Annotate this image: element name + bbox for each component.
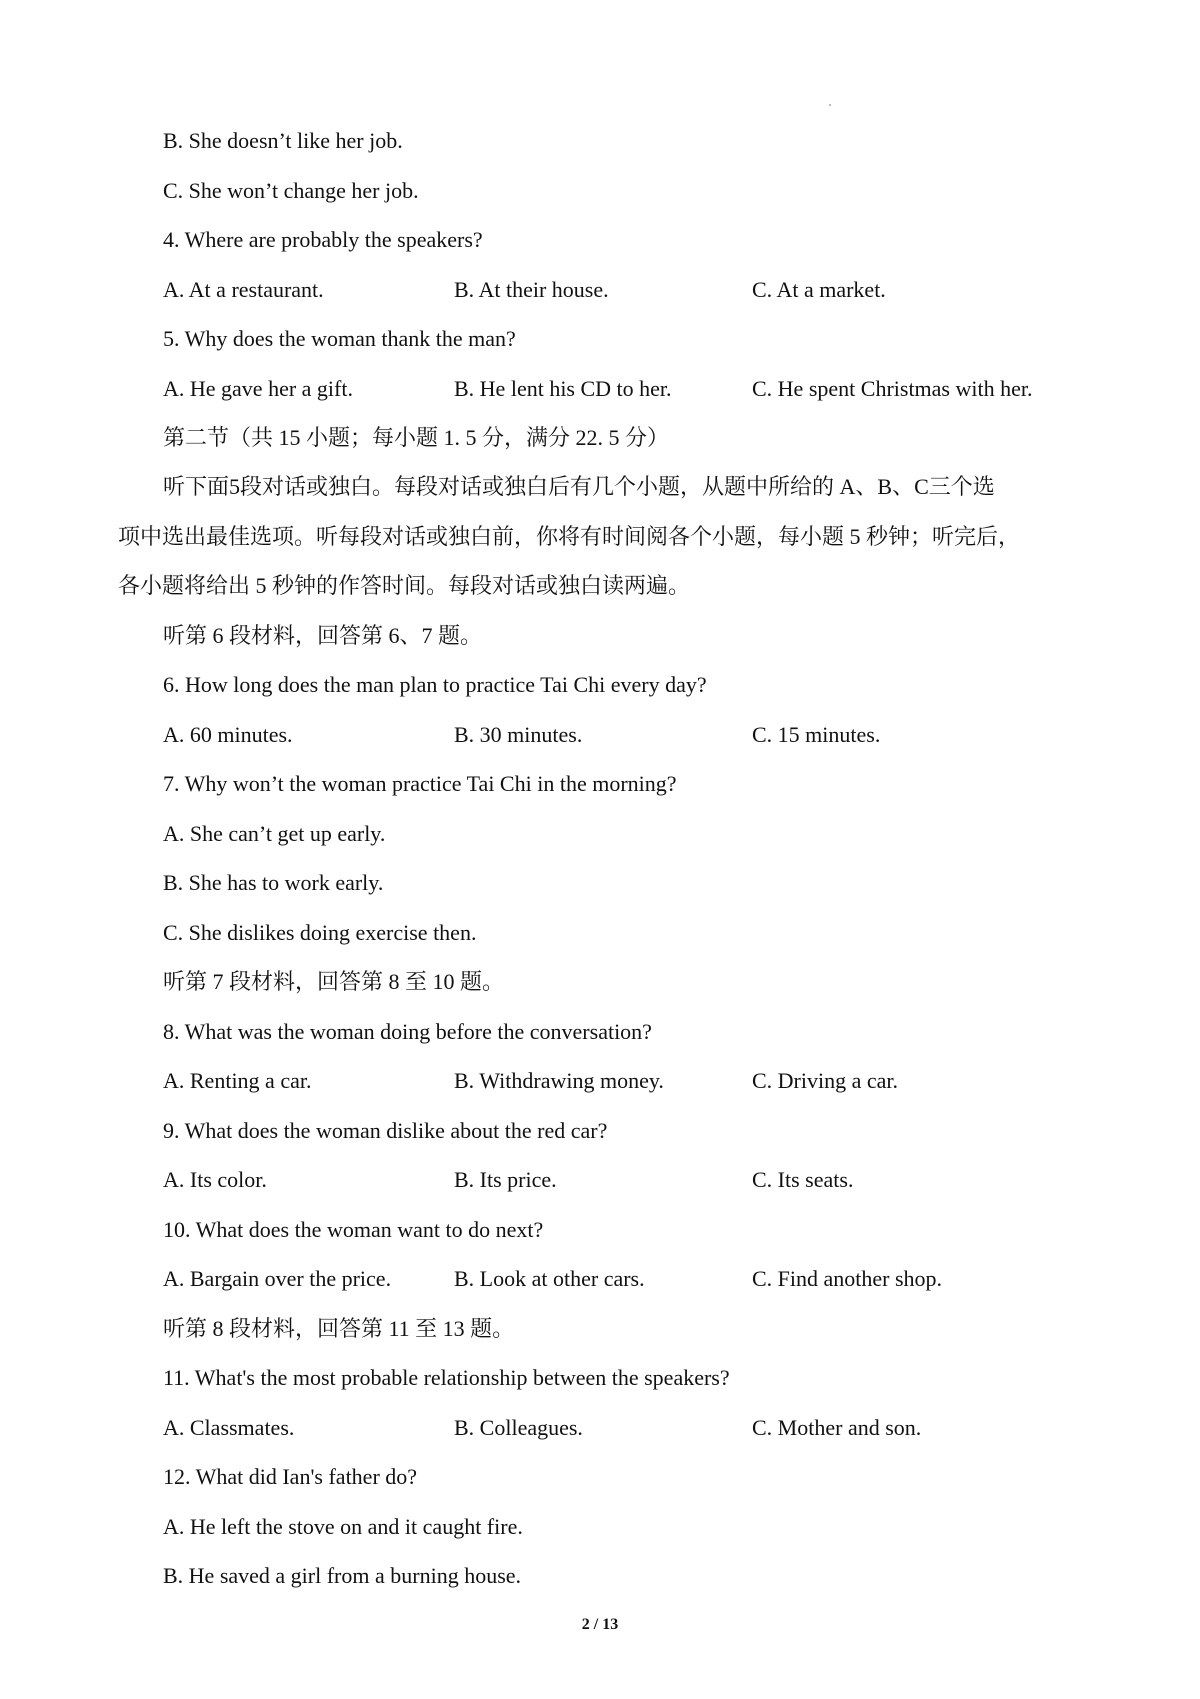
q12-option-a: A. He left the stove on and it caught fire.	[163, 1514, 523, 1539]
q11-option-b: B. Colleagues.	[454, 1415, 583, 1440]
question-8: 8. What was the woman doing before the conversation?	[163, 1019, 652, 1044]
question-9: 9. What does the woman dislike about the red car?	[163, 1118, 608, 1143]
q10-option-a: A. Bargain over the price.	[163, 1266, 392, 1291]
instructions-line-1: 听下面5段对话或独白。每段对话或独白后有几个小题，从题中所给的 A、B、C三个选	[163, 474, 995, 499]
question-11: 11. What's the most probable relationship between the speakers?	[163, 1365, 730, 1390]
q9-option-b: B. Its price.	[454, 1167, 557, 1192]
material-7-heading: 听第 7 段材料，回答第 8 至 10 题。	[163, 969, 505, 994]
q4-option-a: A. At a restaurant.	[163, 277, 324, 302]
page-number: 2 / 13	[581, 1616, 619, 1633]
q9-option-c: C. Its seats.	[752, 1167, 854, 1192]
q11-option-a: A. Classmates.	[163, 1415, 295, 1440]
q8-option-a: A. Renting a car.	[163, 1068, 312, 1093]
q10-option-c: C. Find another shop.	[752, 1266, 943, 1291]
q11-option-c: C. Mother and son.	[752, 1415, 922, 1440]
question-10: 10. What does the woman want to do next?	[163, 1217, 544, 1242]
q7-option-b: B. She has to work early.	[163, 870, 384, 895]
q10-option-b: B. Look at other cars.	[454, 1266, 645, 1291]
q5-option-c: C. He spent Christmas with her.	[752, 376, 1033, 401]
q8-option-b: B. Withdrawing money.	[454, 1068, 664, 1093]
q12-option-b: B. He saved a girl from a burning house.	[163, 1563, 522, 1588]
material-6-heading: 听第 6 段材料，回答第 6、7 题。	[163, 623, 483, 648]
instructions-line-2: 项中选出最佳选项。听每段对话或独白前，你将有时间阅各个小题，每小题 5 秒钟；听完后，	[118, 524, 1021, 549]
q6-option-c: C. 15 minutes.	[752, 722, 881, 747]
q7-option-a: A. She can’t get up early.	[163, 821, 386, 846]
question-5: 5. Why does the woman thank the man?	[163, 326, 516, 351]
instructions-line-3: 各小题将给出 5 秒钟的作答时间。每段对话或独白读两遍。	[118, 573, 691, 598]
question-6: 6. How long does the man plan to practice Tai Chi every day?	[163, 672, 707, 697]
q4-option-b: B. At their house.	[454, 277, 609, 302]
q6-option-a: A. 60 minutes.	[163, 722, 293, 747]
question-7: 7. Why won’t the woman practice Tai Chi in the morning?	[163, 771, 677, 796]
q7-option-c: C. She dislikes doing exercise then.	[163, 920, 477, 945]
material-8-heading: 听第 8 段材料，回答第 11 至 13 题。	[163, 1316, 515, 1341]
section-2-title: 第二节（共 15 小题；每小题 1. 5 分，满分 22. 5 分）	[163, 425, 670, 450]
q3-option-b: B. She doesn’t like her job.	[163, 128, 403, 153]
q3-option-c: C. She won’t change her job.	[163, 178, 419, 203]
question-12: 12. What did Ian's father do?	[163, 1464, 418, 1489]
q6-option-b: B. 30 minutes.	[454, 722, 583, 747]
q8-option-c: C. Driving a car.	[752, 1068, 899, 1093]
scan-speck	[829, 104, 831, 106]
q9-option-a: A. Its color.	[163, 1167, 267, 1192]
q5-option-b: B. He lent his CD to her.	[454, 376, 672, 401]
q4-option-c: C. At a market.	[752, 277, 886, 302]
question-4: 4. Where are probably the speakers?	[163, 227, 483, 252]
q5-option-a: A. He gave her a gift.	[163, 376, 353, 401]
